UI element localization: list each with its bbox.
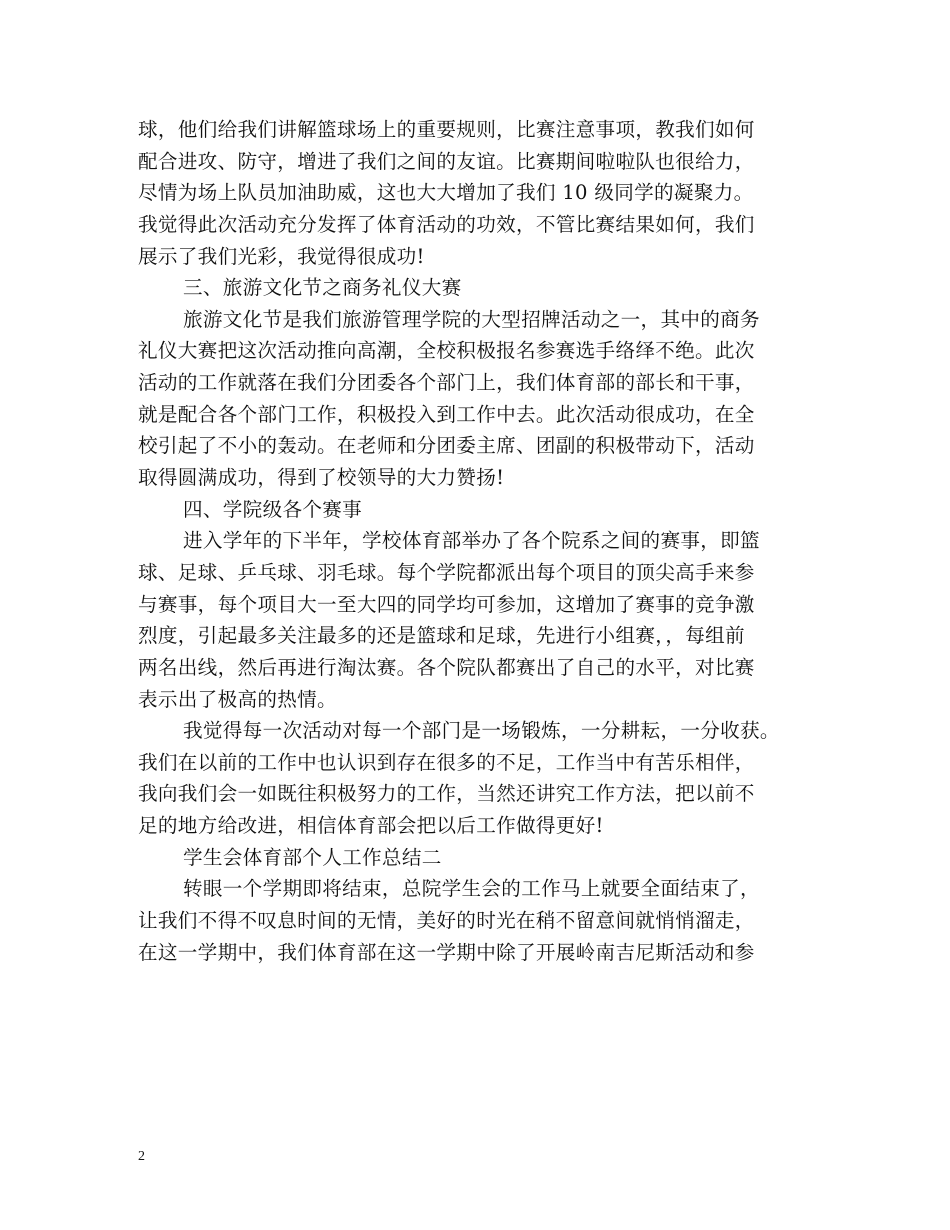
text-line: 四、学院级各个赛事 (183, 497, 363, 521)
text-line: 礼仪大赛把这次活动推向高潮，全校积极报名参赛选手络绎不绝。此次 (138, 339, 755, 363)
text-line: 旅游文化节是我们旅游管理学院的大型招牌活动之一，其中的商务 (183, 307, 760, 331)
text-line: 烈度，引起最多关注最多的还是篮球和足球，先进行小组赛，，每组前 (138, 624, 745, 648)
text-line: 转眼一个学期即将结束，总院学生会的工作马上就要全面结束了， (183, 877, 760, 901)
text-line: 让我们不得不叹息时间的无情，美好的时光在稍不留意间就悄悄溜走， (138, 909, 755, 933)
text-line: 我觉得每一次活动对每一个部门是一场锻炼，一分耕耘，一分收获。 (183, 719, 780, 743)
text-line: 就是配合各个部门工作，积极投入到工作中去。此次活动很成功，在全 (138, 402, 755, 426)
text-line: 我们在以前的工作中也认识到存在很多的不足，工作当中有苦乐相伴， (138, 750, 755, 774)
text-line: 足的地方给改进，相信体育部会把以后工作做得更好! (138, 814, 604, 838)
text-line: 展示了我们光彩，我觉得很成功! (138, 244, 425, 268)
text-line: 学生会体育部个人工作总结二 (183, 845, 442, 869)
text-line: 三、旅游文化节之商务礼仪大赛 (183, 276, 462, 300)
text-line: 取得圆满成功，得到了校领导的大力赞扬! (138, 466, 505, 490)
text-line: 我向我们会一如既往积极努力的工作，当然还讲究工作方法，把以前不 (138, 782, 755, 806)
text-line: 我觉得此次活动充分发挥了体育活动的功效，不管比赛结果如何，我们 (138, 212, 755, 236)
text-line: 进入学年的下半年，学校体育部举办了各个院系之间的赛事，即篮 (183, 529, 760, 553)
text-line: 配合进攻、防守，增进了我们之间的友谊。比赛期间啦啦队也很给力， (138, 149, 755, 173)
text-line: 与赛事，每个项目大一至大四的同学均可参加，这增加了赛事的竞争激 (138, 592, 755, 616)
body-text (138, 114, 838, 968)
text-line: 尽情为场上队员加油助威，这也大大增加了我们 10 级同学的凝聚力。 (138, 181, 754, 205)
text-line: 球、足球、乒乓球、羽毛球。每个学院都派出每个项目的顶尖高手来参 (138, 560, 755, 584)
page-number: 2 (138, 1149, 145, 1164)
text-line: 表示出了极高的热情。 (138, 687, 337, 711)
text-line: 校引起了不小的轰动。在老师和分团委主席、团副的积极带动下，活动 (138, 434, 755, 458)
text-line: 在这一学期中，我们体育部在这一学期中除了开展岭南吉尼斯活动和参 (138, 940, 755, 964)
text-line: 球，他们给我们讲解篮球场上的重要规则，比赛注意事项，教我们如何 (138, 118, 755, 141)
text-line: 两名出线，然后再进行淘汰赛。各个院队都赛出了自己的水平，对比赛 (138, 655, 755, 679)
text-line: 活动的工作就落在我们分团委各个部门上，我们体育部的部长和干事， (138, 371, 755, 395)
